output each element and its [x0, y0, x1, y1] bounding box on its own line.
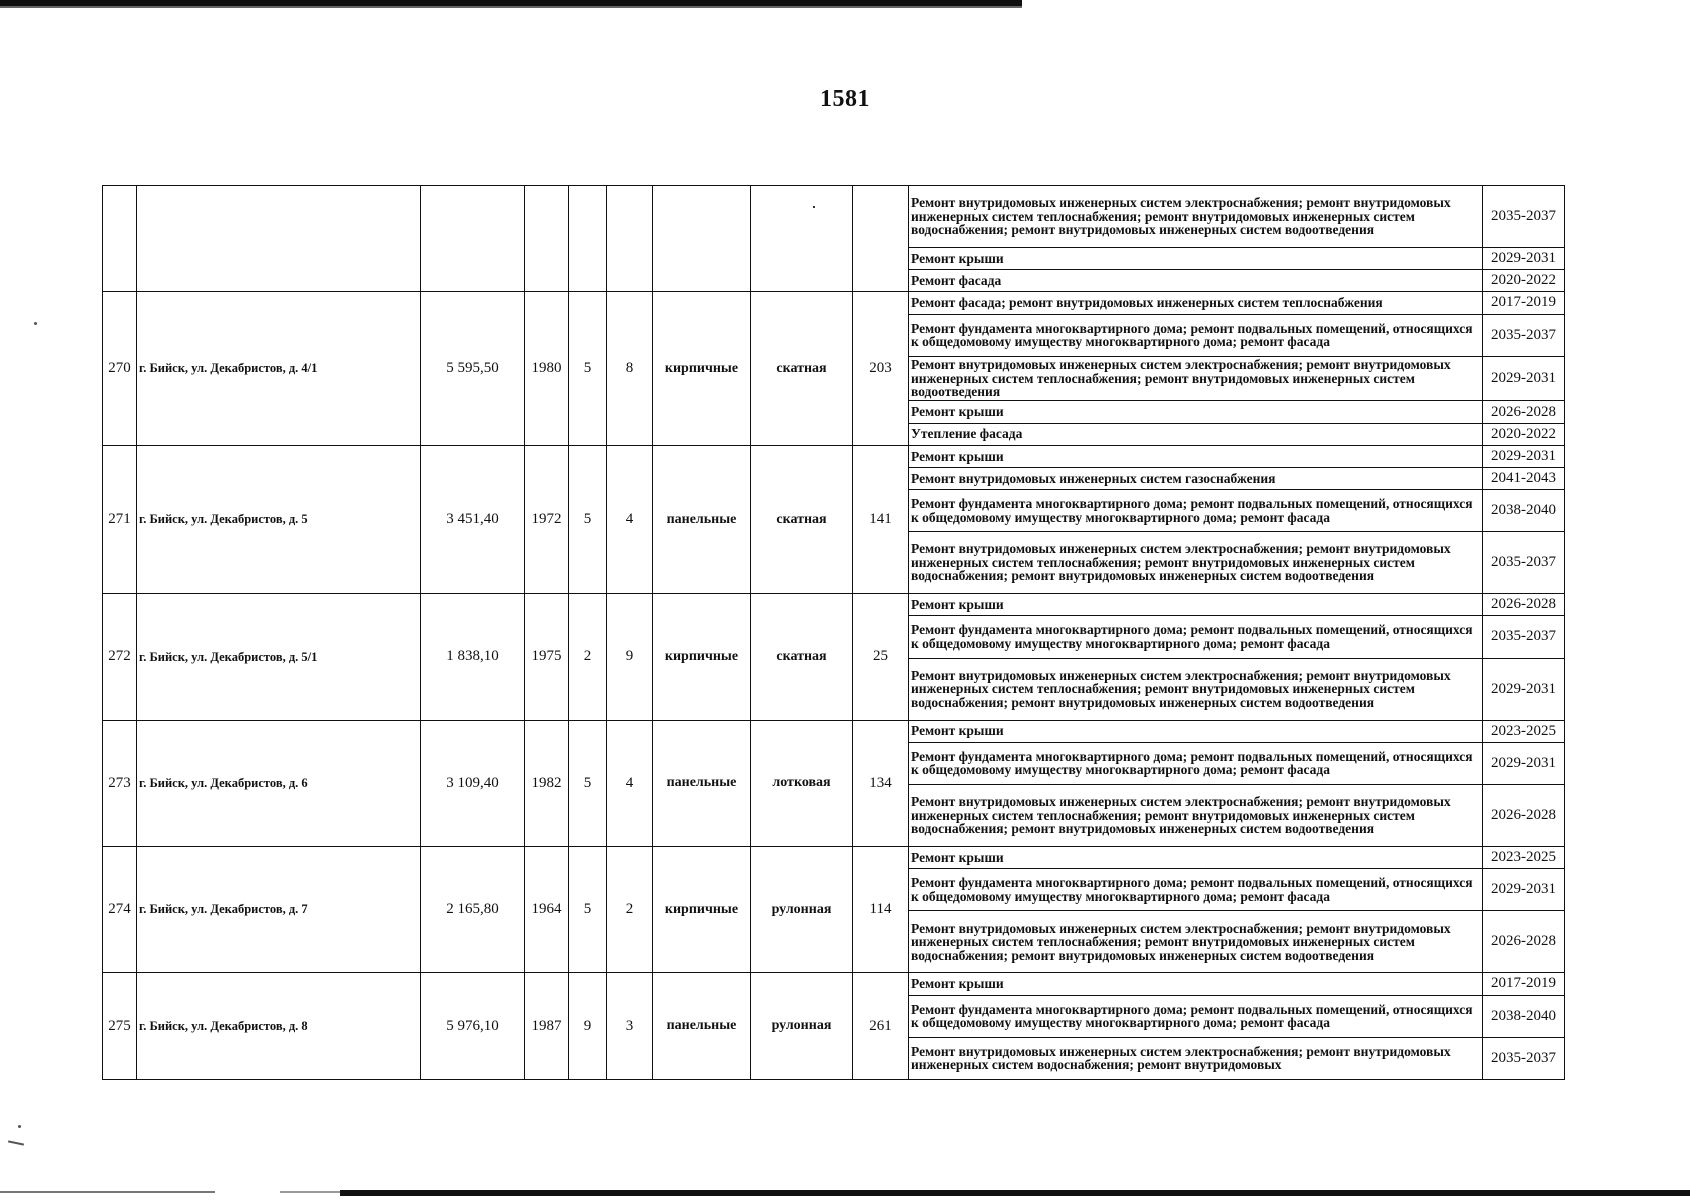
- work-description: Утепление фасада: [909, 423, 1483, 445]
- resident-count: 114: [853, 847, 909, 973]
- work-period: 2035-2037: [1483, 532, 1565, 594]
- year-built: 1982: [525, 720, 569, 846]
- work-period: 2017-2019: [1483, 292, 1565, 314]
- roof-type: скатная: [751, 445, 853, 594]
- work-period: 2020-2022: [1483, 423, 1565, 445]
- floor-count: 5: [569, 720, 607, 846]
- work-description: Ремонт фундамента многоквартирного дома; ремонт подвальных помещений, относящихся к общедомовому имуществу многоквартирного дома; ремонт фасада: [909, 314, 1483, 356]
- entrance-count: 3: [607, 973, 653, 1080]
- year-built: 1972: [525, 445, 569, 594]
- roof-type: скатная: [751, 594, 853, 720]
- work-description: Ремонт фундамента многоквартирного дома; ремонт подвальных помещений, относящихся к общедомовому имуществу многоквартирного дома; ремонт фасада: [909, 490, 1483, 532]
- floors-cell: [569, 186, 607, 292]
- roof-type: рулонная: [751, 847, 853, 973]
- work-description: Ремонт фундамента многоквартирного дома; ремонт подвальных помещений, относящихся к общедомовому имуществу многоквартирного дома; ремонт фасада: [909, 995, 1483, 1037]
- table-body: [103, 186, 1565, 1080]
- work-period: 2017-2019: [1483, 973, 1565, 995]
- scan-edge-top-shadow: [0, 6, 1022, 8]
- wall-material: кирпичные: [653, 847, 751, 973]
- work-period: 2035-2037: [1483, 616, 1565, 658]
- year-built: 1980: [525, 292, 569, 445]
- row-number: 271: [103, 445, 137, 594]
- work-period: 2026-2028: [1483, 594, 1565, 616]
- work-period: 2029-2031: [1483, 445, 1565, 467]
- row-number: 273: [103, 720, 137, 846]
- work-period: 2029-2031: [1483, 356, 1565, 401]
- work-period: 2020-2022: [1483, 270, 1565, 292]
- resident-count: 261: [853, 973, 909, 1080]
- total-area: 5 595,50: [421, 292, 525, 445]
- row-number: 270: [103, 292, 137, 445]
- work-description: Ремонт внутридомовых инженерных систем электроснабжения; ремонт внутридомовых инженерных систем теплоснабжения; ремонт внутридомовых инженерных систем водоснабжения; ремонт внутридомовых инженерных систем водоотведения: [909, 186, 1483, 248]
- work-description: Ремонт внутридомовых инженерных систем электроснабжения; ремонт внутридомовых инженерных систем водоснабжения; ремонт внутридомовых: [909, 1037, 1483, 1079]
- floor-count: 5: [569, 445, 607, 594]
- total-area: 5 976,10: [421, 973, 525, 1080]
- entrance-count: 9: [607, 594, 653, 720]
- work-period: 2029-2031: [1483, 248, 1565, 270]
- entrance-count: 2: [607, 847, 653, 973]
- work-description: Ремонт внутридомовых инженерных систем газоснабжения: [909, 467, 1483, 489]
- year-built: 1975: [525, 594, 569, 720]
- entrance-count: 4: [607, 445, 653, 594]
- entrances-cell: [607, 186, 653, 292]
- total-area: 3 451,40: [421, 445, 525, 594]
- work-description: Ремонт крыши: [909, 401, 1483, 423]
- work-description: Ремонт фундамента многоквартирного дома; ремонт подвальных помещений, относящихся к общедомовому имуществу многоквартирного дома; ремонт фасада: [909, 742, 1483, 784]
- work-period: 2035-2037: [1483, 314, 1565, 356]
- wall-material: панельные: [653, 720, 751, 846]
- floor-count: 5: [569, 847, 607, 973]
- work-description: Ремонт крыши: [909, 445, 1483, 467]
- resident-count: 25: [853, 594, 909, 720]
- address: г. Бийск, ул. Декабристов, д. 5: [137, 445, 421, 594]
- walls-cell: [653, 186, 751, 292]
- work-description: Ремонт фасада; ремонт внутридомовых инженерных систем теплоснабжения: [909, 292, 1483, 314]
- work-description: Ремонт фундамента многоквартирного дома; ремонт подвальных помещений, относящихся к общедомовому имуществу многоквартирного дома; ремонт фасада: [909, 616, 1483, 658]
- floor-count: 5: [569, 292, 607, 445]
- total-area: 2 165,80: [421, 847, 525, 973]
- roof-type: рулонная: [751, 973, 853, 1080]
- work-period: 2023-2025: [1483, 720, 1565, 742]
- work-period: 2038-2040: [1483, 995, 1565, 1037]
- work-period: 2029-2031: [1483, 869, 1565, 911]
- address: г. Бийск, ул. Декабристов, д. 6: [137, 720, 421, 846]
- work-period: 2026-2028: [1483, 401, 1565, 423]
- work-description: Ремонт фасада: [909, 270, 1483, 292]
- work-period: 2023-2025: [1483, 847, 1565, 869]
- work-description: Ремонт крыши: [909, 720, 1483, 742]
- wall-material: панельные: [653, 973, 751, 1080]
- address: г. Бийск, ул. Декабристов, д. 4/1: [137, 292, 421, 445]
- wall-material: панельные: [653, 445, 751, 594]
- address: г. Бийск, ул. Декабристов, д. 8: [137, 973, 421, 1080]
- work-description: Ремонт внутридомовых инженерных систем электроснабжения; ремонт внутридомовых инженерных систем теплоснабжения; ремонт внутридомовых инженерных систем водоснабжения; ремонт внутридомовых инженерных систем водоотведения: [909, 532, 1483, 594]
- work-period: 2026-2028: [1483, 784, 1565, 846]
- scan-speck: [34, 322, 37, 325]
- scan-speck: [18, 1125, 21, 1128]
- resident-count: 134: [853, 720, 909, 846]
- work-description: Ремонт крыши: [909, 973, 1483, 995]
- table-row: [103, 292, 1565, 314]
- table-row: [103, 720, 1565, 742]
- housing-repair-table: [102, 185, 1565, 1080]
- table-row: [103, 973, 1565, 995]
- total-area: 3 109,40: [421, 720, 525, 846]
- work-period: 2035-2037: [1483, 1037, 1565, 1079]
- work-period: 2029-2031: [1483, 658, 1565, 720]
- work-description: Ремонт крыши: [909, 248, 1483, 270]
- work-period: 2026-2028: [1483, 911, 1565, 973]
- work-period: 2038-2040: [1483, 490, 1565, 532]
- residents-cell: [853, 186, 909, 292]
- wall-material: кирпичные: [653, 292, 751, 445]
- work-period: 2029-2031: [1483, 742, 1565, 784]
- floor-count: 9: [569, 973, 607, 1080]
- work-period: 2035-2037: [1483, 186, 1565, 248]
- total-area: 1 838,10: [421, 594, 525, 720]
- address: г. Бийск, ул. Декабристов, д. 7: [137, 847, 421, 973]
- resident-count: 141: [853, 445, 909, 594]
- page-number: 1581: [820, 86, 870, 112]
- row-number: 272: [103, 594, 137, 720]
- area-cell: [421, 186, 525, 292]
- scan-edge-bottom: [0, 1189, 1690, 1200]
- year-built: 1964: [525, 847, 569, 973]
- row-number: 275: [103, 973, 137, 1080]
- scan-mark: [8, 1140, 24, 1145]
- row-number: 274: [103, 847, 137, 973]
- year-built: 1987: [525, 973, 569, 1080]
- work-description: Ремонт крыши: [909, 847, 1483, 869]
- roof-type: скатная: [751, 292, 853, 445]
- floor-count: 2: [569, 594, 607, 720]
- entrance-count: 4: [607, 720, 653, 846]
- entrance-count: 8: [607, 292, 653, 445]
- table-row: [103, 186, 1565, 248]
- table-row: [103, 445, 1565, 467]
- work-description: Ремонт внутридомовых инженерных систем электроснабжения; ремонт внутридомовых инженерных систем теплоснабжения; ремонт внутридомовых инженерных систем водоотведения: [909, 356, 1483, 401]
- work-description: Ремонт фундамента многоквартирного дома; ремонт подвальных помещений, относящихся к общедомовому имуществу многоквартирного дома; ремонт фасада: [909, 869, 1483, 911]
- work-description: Ремонт крыши: [909, 594, 1483, 616]
- table-row: [103, 594, 1565, 616]
- wall-material: кирпичные: [653, 594, 751, 720]
- work-description: Ремонт внутридомовых инженерных систем электроснабжения; ремонт внутридомовых инженерных систем теплоснабжения; ремонт внутридомовых инженерных систем водоснабжения; ремонт внутридомовых инженерных систем водоотведения: [909, 658, 1483, 720]
- table-row: [103, 847, 1565, 869]
- address-cell: [137, 186, 421, 292]
- address: г. Бийск, ул. Декабристов, д. 5/1: [137, 594, 421, 720]
- year-cell: [525, 186, 569, 292]
- work-period: 2041-2043: [1483, 467, 1565, 489]
- roof-cell: [751, 186, 853, 292]
- work-description: Ремонт внутридомовых инженерных систем электроснабжения; ремонт внутридомовых инженерных систем теплоснабжения; ремонт внутридомовых инженерных систем водоснабжения; ремонт внутридомовых инженерных систем водоотведения: [909, 911, 1483, 973]
- roof-type: лотковая: [751, 720, 853, 846]
- num-cell: [103, 186, 137, 292]
- work-description: Ремонт внутридомовых инженерных систем электроснабжения; ремонт внутридомовых инженерных систем теплоснабжения; ремонт внутридомовых инженерных систем водоснабжения; ремонт внутридомовых инженерных систем водоотведения: [909, 784, 1483, 846]
- resident-count: 203: [853, 292, 909, 445]
